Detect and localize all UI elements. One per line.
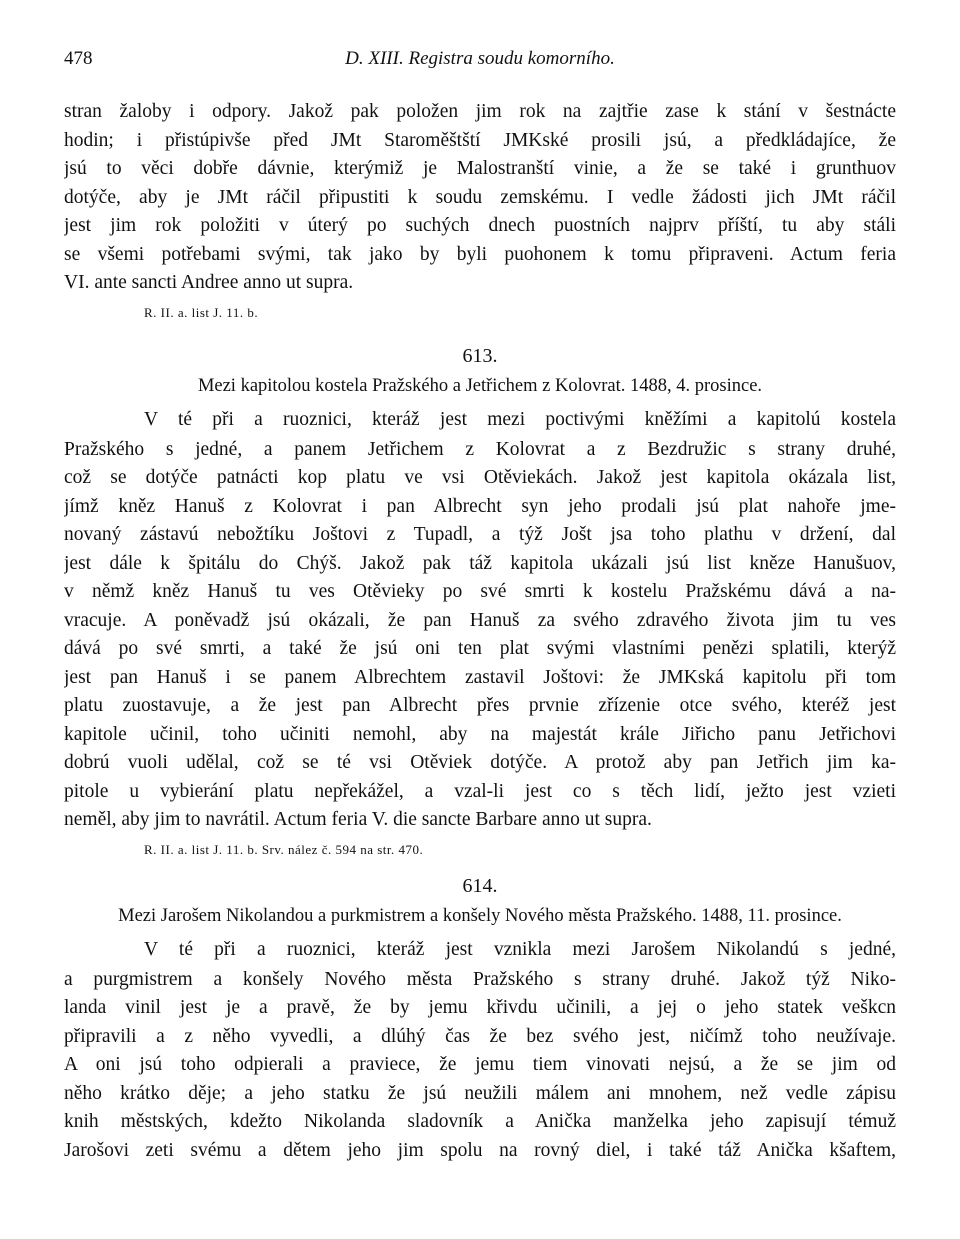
text-line: pitole u vybierání platu nepřekážel, a vzal-li jest co s těch lidí, ježto jest vzieti: [64, 781, 896, 802]
text-line: dotýče, aby je JMt ráčil připustiti k soudu zemskému. I vedle žádosti jich JMt ráčil: [64, 187, 896, 208]
text-line: neměl, aby jim to navrátil. Actum feria V. die sancte Barbare anno ut supra.: [64, 809, 652, 830]
entry-number: 613.: [462, 345, 498, 367]
text-line: A oni jsú toho odpierali a praviece, že jemu tiem vinovati nejsú, a že se jim od: [64, 1054, 896, 1075]
text-line: což se dotýče patnácti kop platu ve vsi Otěviekách. Jakož jest kapitola okázala list,: [64, 467, 896, 488]
text-line: připravili a z něho vyvedli, a dlúhý čas že bez svého jest, ničímž toho neužívaje.: [64, 1026, 896, 1047]
text-line: platu zuostavuje, a že jest pan Albrecht přes prvnie zřízenie otce svého, kteréž jest: [64, 695, 896, 716]
text-line: jest jim rok položiti v úterý po suchých dnech puostních najprv příští, tu aby stáli: [64, 215, 896, 236]
text-line: a purgmistrem a konšely Nového města Pražského s strany druhé. Jakož týž Niko-: [64, 969, 896, 990]
text-line: VI. ante sancti Andree anno ut supra.: [64, 272, 354, 293]
text-line: knih městských, kdežto Nikolanda sladovník a Anička manželka jeho zapisují témuž: [64, 1111, 896, 1132]
text-line: Pražského s jedné, a panem Jetřichem z Kolovrat a z Bezdružic s strany druhé,: [64, 439, 896, 460]
text-line: něho krátko děje; a jeho statku že jsú neužili málem ani mnohem, než vedle zápisu: [64, 1083, 896, 1104]
text-line: kapitole učinil, toho učiniti nemohl, aby na majestát krále Jiřicho panu Jetřichovi: [64, 724, 896, 745]
running-head: D. XIII. Registra soudu komorního.: [345, 48, 615, 69]
page-header: [64, 48, 896, 78]
page-number: 478: [64, 48, 93, 69]
text-line: dobrú vuoli udělal, což se té vsi Otěviek dotýče. A protož aby pan Jetřich jim ka-: [64, 752, 896, 773]
text-line: jsú to věci dobře dávnie, kterýmiž je Malostranští vinie, a že se také i grunthuov: [64, 158, 896, 179]
text-line: jest dále k špitálu do Chýš. Jakož pak táž kapitola ukázali jsú list kněze Hanušuov,: [64, 553, 896, 574]
text-line: se všemi potřebami svými, tak jako by byli puohonem k tomu připraveni. Actum feria: [64, 244, 896, 265]
entry-title: Mezi kapitolou kostela Pražského a Jetřichem z Kolovrat. 1488, 4. prosince.: [197, 376, 763, 396]
text-line: jest pan Hanuš i se panem Albrechtem zastavil Joštovi: že JMKská kapitolu při tom: [64, 667, 896, 688]
text-line: V té při a ruoznici, kteráž jest vznikla mezi Jarošem Nikolandú s jedné,: [144, 939, 896, 960]
text-line: novaný zástavú nebožtíku Joštovi z Tupadl, a týž Jošt jsa toho plathu v držení, dal: [64, 524, 896, 545]
text-line: Jarošovi zeti svému a dětem jeho jim spolu na rovný diel, i také táž Anička kšaftem,: [64, 1140, 896, 1161]
text-line: landa vinil jest je a pravě, že by jemu křivdu učinili, a jej o jeho statek veškcn: [64, 997, 896, 1018]
text-line: vracuje. A poněvadž jsú okázali, že pan Hanuš za svého zdravého života jim tu ves: [64, 610, 896, 631]
text-line: dává po své smrti, a také že jsú oni ten plat svými vlastními penězi splatili, kterýž: [64, 638, 896, 659]
entry-number: 614.: [462, 875, 498, 897]
entry-title: Mezi Jarošem Nikolandou a purkmistrem a konšely Nového města Pražského. 1488, 11. prosince.: [118, 906, 842, 926]
text-line: jímž kněz Hanuš z Kolovrat i pan Albrecht syn jeho prodali jsú plat nahoře jme-: [64, 496, 896, 517]
text-line: stran žaloby i odpory. Jakož pak položen jim rok na zajtřie zase k stání v šestnácte: [64, 101, 896, 122]
text-line: hodin; i přistúpivše před JMt Staroměštští JMKské prosili jsú, a předkládajíce, že: [64, 130, 896, 151]
text-line: v němž kněz Hanuš tu ves Otěvieky po své smrti k kostelu Pražskému dává a na-: [64, 581, 896, 602]
text-line: V té při a ruoznici, kteráž jest mezi poctivými kněžími a kapitolú kostela: [144, 409, 896, 430]
source-reference: R. II. a. list J. 11. b. Srv. nález č. 594 na str. 470.: [144, 842, 424, 857]
source-reference: R. II. a. list J. 11. b.: [144, 305, 259, 320]
